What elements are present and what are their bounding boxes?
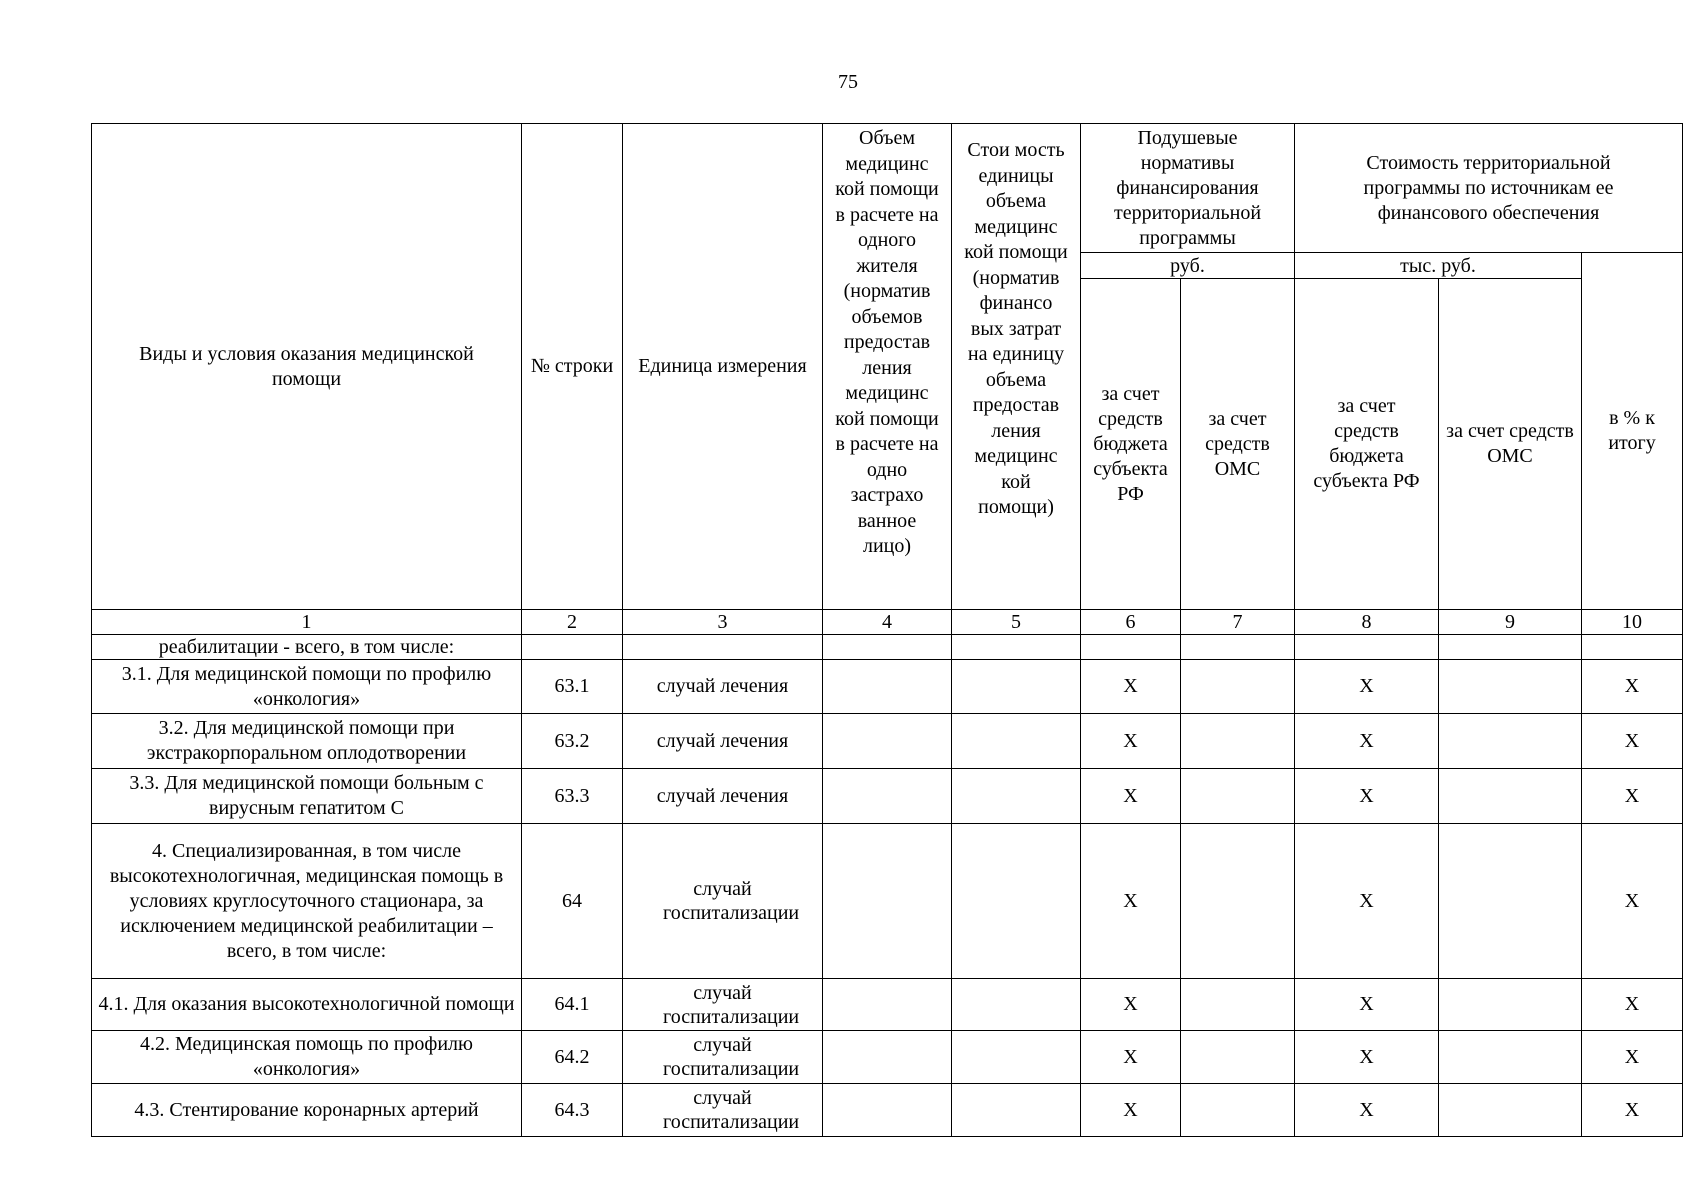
table-row bbox=[92, 1084, 1683, 1137]
row-c10: X bbox=[1582, 1031, 1683, 1084]
row-unit: случай госпитализации bbox=[623, 1031, 823, 1084]
header-col-8: за счет средств бюджета субъекта РФ bbox=[1295, 279, 1439, 610]
row-c8: X bbox=[1295, 769, 1439, 824]
row-unit: случай госпитализации bbox=[623, 979, 823, 1031]
table-row bbox=[92, 1031, 1683, 1084]
row-name: 3.1. Для медицинской помощи по профилю «онкология» bbox=[92, 660, 522, 714]
header-col-2: № строки bbox=[522, 124, 623, 610]
row-c6: X bbox=[1081, 824, 1181, 979]
column-number: 1 bbox=[92, 610, 522, 635]
column-number: 7 bbox=[1181, 610, 1295, 635]
header-col-3: Единица измерения bbox=[623, 124, 823, 610]
row-c6: X bbox=[1081, 769, 1181, 824]
row-c8: X bbox=[1295, 979, 1439, 1031]
row-name: 4. Специализированная, в том числе высокотехнологичная, медицинская помощь в условиях круглосуточного стационара, за исключением медицинской реабилитации – всего, в том числе: bbox=[92, 824, 522, 979]
column-number: 5 bbox=[952, 610, 1081, 635]
row-line-number: 64.1 bbox=[522, 979, 623, 1031]
header-col-4: Объем медицинс кой помощи в расчете на одного жителя (норматив объемов предостав ления медицинс кой помощи в расчете на одно застрахо ванное лицо) bbox=[823, 124, 952, 610]
row-name: 4.2. Медицинская помощь по профилю «онкология» bbox=[92, 1031, 522, 1084]
header-col-10: в % к итогу bbox=[1582, 253, 1683, 610]
row-c10: X bbox=[1582, 660, 1683, 714]
column-number-row bbox=[92, 610, 1683, 635]
column-number: 10 bbox=[1582, 610, 1683, 635]
row-unit: случай госпитализации bbox=[623, 824, 823, 979]
header-col-6: за счет средств бюджета субъекта РФ bbox=[1081, 279, 1181, 610]
row-line-number: 63.1 bbox=[522, 660, 623, 714]
row-c8: X bbox=[1295, 1031, 1439, 1084]
column-number: 4 bbox=[823, 610, 952, 635]
header-unit-rub: руб. bbox=[1081, 253, 1295, 279]
table-row bbox=[92, 660, 1683, 714]
row-c6: X bbox=[1081, 1031, 1181, 1084]
row-name: 3.2. Для медицинской помощи при экстракорпоральном оплодотворении bbox=[92, 714, 522, 769]
table-row bbox=[92, 824, 1683, 979]
row-c10: X bbox=[1582, 1084, 1683, 1137]
row-c8: X bbox=[1295, 824, 1439, 979]
row-c10: X bbox=[1582, 979, 1683, 1031]
row-c6: X bbox=[1081, 979, 1181, 1031]
column-number: 6 bbox=[1081, 610, 1181, 635]
row-name: 4.1. Для оказания высокотехнологичной помощи bbox=[92, 979, 522, 1031]
column-number: 2 bbox=[522, 610, 623, 635]
row-c8: X bbox=[1295, 660, 1439, 714]
row-unit: случай лечения bbox=[623, 660, 823, 714]
table-row bbox=[92, 979, 1683, 1031]
column-number: 8 bbox=[1295, 610, 1439, 635]
row-c6: X bbox=[1081, 714, 1181, 769]
column-number: 3 bbox=[623, 610, 823, 635]
row-unit: случай лечения bbox=[623, 769, 823, 824]
table-row bbox=[92, 714, 1683, 769]
column-number: 9 bbox=[1439, 610, 1582, 635]
row-unit: случай госпитализации bbox=[623, 1084, 823, 1137]
header-col-9: за счет средств ОМС bbox=[1439, 279, 1582, 610]
table-row bbox=[92, 769, 1683, 824]
row-c10: X bbox=[1582, 714, 1683, 769]
header-col-5: Стои мость единицы объема медицинс кой помощи (норматив финансо вых затрат на единицу объема предостав ления медицинс кой помощи) bbox=[952, 124, 1081, 610]
page-number: 75 bbox=[838, 71, 858, 93]
row-c8: X bbox=[1295, 1084, 1439, 1137]
continuation-row bbox=[92, 635, 1683, 660]
header-group-per-capita: Подушевые нормативы финансирования территориальной программы bbox=[1081, 124, 1295, 253]
row-c6: X bbox=[1081, 1084, 1181, 1137]
row-line-number: 63.2 bbox=[522, 714, 623, 769]
row-line-number: 64.3 bbox=[522, 1084, 623, 1137]
financing-table bbox=[91, 123, 1683, 1137]
row-c8: X bbox=[1295, 714, 1439, 769]
header-col-1: Виды и условия оказания медицинской помощи bbox=[92, 124, 522, 610]
row-name: 4.3. Стентирование коронарных артерий bbox=[92, 1084, 522, 1137]
header-row-1 bbox=[92, 124, 1683, 253]
row-unit: случай лечения bbox=[623, 714, 823, 769]
header-unit-thousand-rub: тыс. руб. bbox=[1295, 253, 1582, 279]
row-name: 3.3. Для медицинской помощи больным с вирусным гепатитом С bbox=[92, 769, 522, 824]
header-col-7: за счет средств ОМС bbox=[1181, 279, 1295, 610]
row-c10: X bbox=[1582, 769, 1683, 824]
row-line-number: 63.3 bbox=[522, 769, 623, 824]
continuation-text: реабилитации - всего, в том числе: bbox=[92, 635, 522, 660]
row-line-number: 64.2 bbox=[522, 1031, 623, 1084]
row-line-number: 64 bbox=[522, 824, 623, 979]
row-c10: X bbox=[1582, 824, 1683, 979]
row-c6: X bbox=[1081, 660, 1181, 714]
header-group-cost: Стоимость территориальной программы по источникам ее финансового обеспечения bbox=[1295, 124, 1683, 253]
